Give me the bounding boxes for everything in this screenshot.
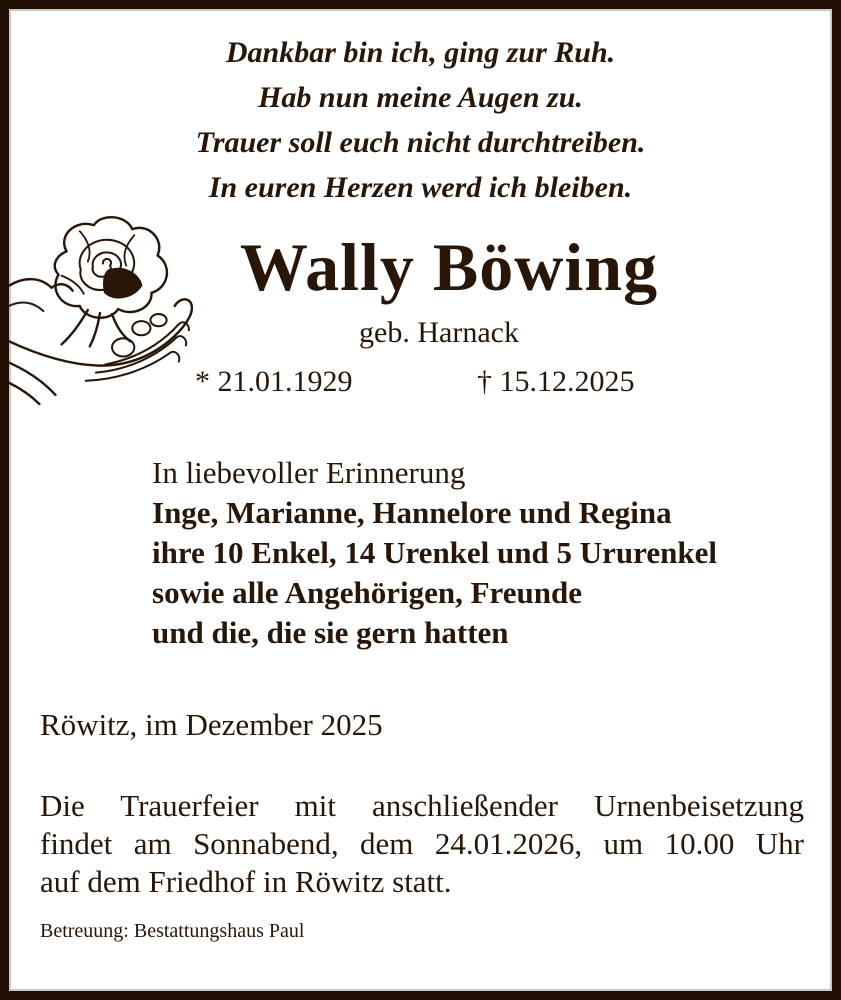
death-date [477,365,635,399]
poem-line: Hab nun meine Augen zu. [258,81,583,114]
mourners-line: und die, die sie gern hatten [152,615,509,650]
mourners-line: sowie alle Angehörigen, Freunde [152,575,582,610]
funeral-details [40,787,804,901]
mourners-block [152,453,717,653]
birth-date-value: 21.01.1929 [217,365,353,398]
memorial-intro: In liebevoller Erinnerung [152,455,466,490]
death-date-value: 15.12.2025 [499,365,635,398]
funeral-line: Die Trauerfeier mit anschließender Urnenbeisetzung [40,788,804,823]
poem-line: Trauer soll euch nicht durchtreiben. [195,126,646,159]
deceased-name: Wally Böwing [239,229,659,305]
poem-line: Dankbar bin ich, ging zur Ruh. [225,36,616,69]
funeral-line: findet am Sonnabend, dem 24.01.2026, um 10.00 Uhr [40,826,804,861]
mourners-line: ihre 10 Enkel, 14 Urenkel und 5 Ururenkel [152,535,717,570]
place-date-line: Röwitz, im Dezember 2025 [40,707,383,742]
memorial-poem [9,30,832,210]
birth-symbol: * [195,365,210,398]
birth-date [195,365,353,399]
undertaker-line: Betreuung: Bestattungshaus Paul [40,920,305,942]
funeral-line: auf dem Friedhof in Röwitz statt. [40,864,452,899]
poem-line: In euren Herzen werd ich bleiben. [208,171,633,204]
death-symbol: † [477,365,492,398]
mourners-line: Inge, Marianne, Hannelore und Regina [152,495,672,530]
maiden-name: geb. Harnack [359,316,519,349]
